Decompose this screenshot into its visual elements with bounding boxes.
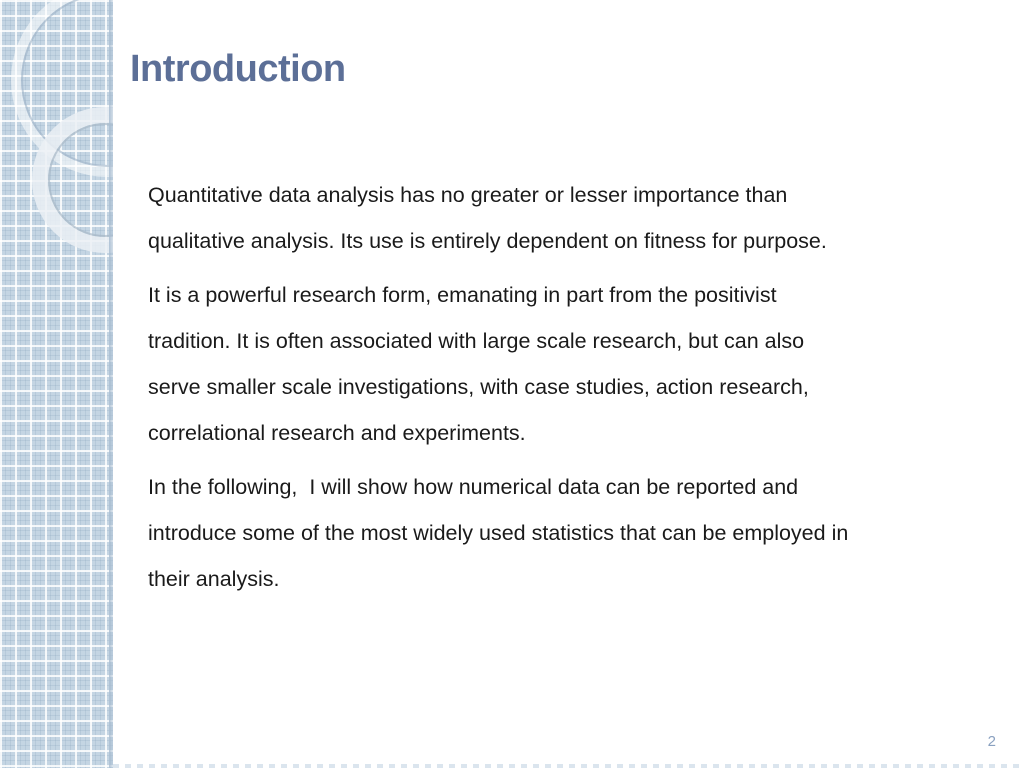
paragraph-2: It is a powerful research form, emanating in part from the positivist tradition. It is often associated with large scale research, but can also serve smaller scale investigations, with case studies, action research, correlational research and experiments.	[148, 283, 809, 445]
bottom-dotted-strip	[113, 764, 1024, 768]
paragraph-3: In the following, I will show how numerical data can be reported and introduce some of the most widely used statistics that can be employed in their analysis.	[148, 475, 849, 591]
slide-body	[148, 172, 998, 610]
paragraph-1: Quantitative data analysis has no greater or lesser importance than qualitative analysis. Its use is entirely dependent on fitness for purpose.	[148, 183, 827, 253]
slide-number: 2	[987, 733, 996, 750]
slide-title: Introduction	[130, 48, 346, 90]
side-panel-edge	[109, 0, 113, 768]
side-decoration-panel	[0, 0, 113, 768]
decorative-rings-graphic	[0, 0, 113, 300]
